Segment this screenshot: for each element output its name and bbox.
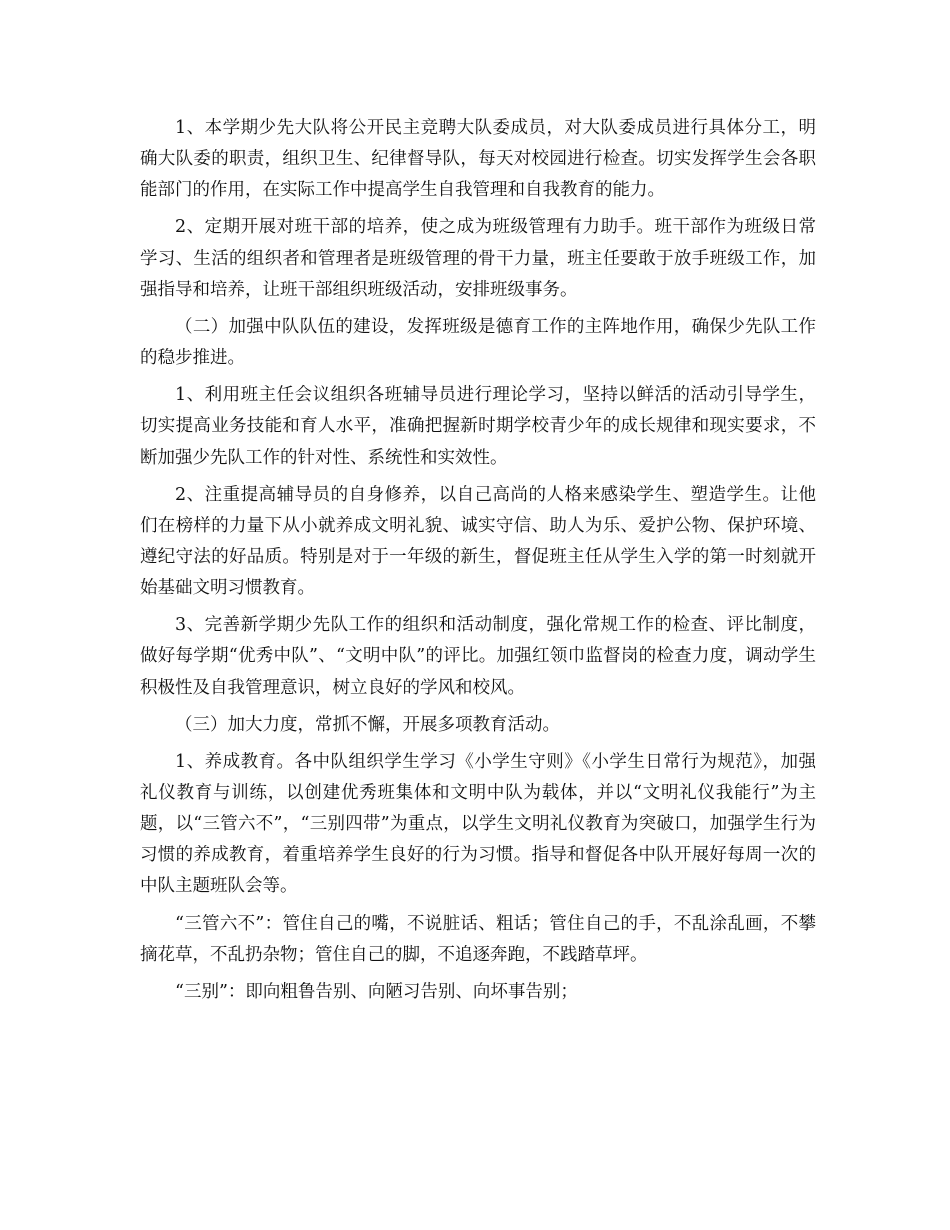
paragraph: 1、养成教育。各中队组织学生学习《小学生守则》《小学生日常行为规范》，加强礼仪教育与训练，以创建优秀班集体和文明中队为载体，并以“文明礼仪我能行”为主题，以“三管六不”，“三别四带”为重点，以学生文明礼仪教育为突破口，加强学生行为习惯的养成教育，着重培养学生良好的行为习惯。指导和督促各中队开展好每周一次的中队主题班队会等。 [140,752,816,897]
section-heading: （三）加大力度，常抓不懈，开展多项教育活动。 [175,714,560,735]
paragraph: 3、完善新学期少先队工作的组织和活动制度，强化常规工作的检查、评比制度，做好每学期“优秀中队”、“文明中队”的评比。加强红领巾监督岗的检查力度，调动学生积极性及自我管理意识，树立良好的学风和校风。 [140,615,816,698]
paragraph: 2、注重提高辅导员的自身修养，以自己高尚的人格来感染学生、塑造学生。让他们在榜样的力量下从小就养成文明礼貌、诚实守信、助人为乐、爱护公物、保护环境、遵纪守法的好品质。特别是对于一年级的新生，督促班主任从学生入学的第一时刻就开始基础文明习惯教育。 [140,484,816,599]
section-heading: （二）加强中队队伍的建设，发挥班级是德育工作的主阵地作用，确保少先队工作的稳步推进。 [140,316,816,369]
paragraph: 1、本学期少先大队将公开民主竞聘大队委成员，对大队委成员进行具体分工，明确大队委的职责，组织卫生、纪律督导队，每天对校园进行检查。切实发挥学生会各职能部门的作用，在实际工作中提高学生自我管理和自我教育的能力。 [140,118,816,201]
paragraph: 2、定期开展对班干部的培养，使之成为班级管理有力助手。班干部作为班级日常学习、生活的组织者和管理者是班级管理的骨干力量，班主任要敢于放手班级工作，加强指导和培养，让班干部组织班级活动，安排班级事务。 [140,217,816,300]
paragraph: “三管六不”：管住自己的嘴，不说脏话、粗话；管住自己的手，不乱涂乱画，不攀摘花草，不乱扔杂物；管住自己的脚，不追逐奔跑，不践踏草坪。 [140,913,816,965]
paragraph: 1、利用班主任会议组织各班辅导员进行理论学习，坚持以鲜活的活动引导学生，切实提高业务技能和育人水平，准确把握新时期学校青少年的成长规律和现实要求，不断加强少先队工作的针对性、系统性和实效性。 [140,385,816,468]
paragraph: “三别”：即向粗鲁告别、向陋习告别、向坏事告别； [175,982,578,1003]
document-body [140,113,816,1014]
